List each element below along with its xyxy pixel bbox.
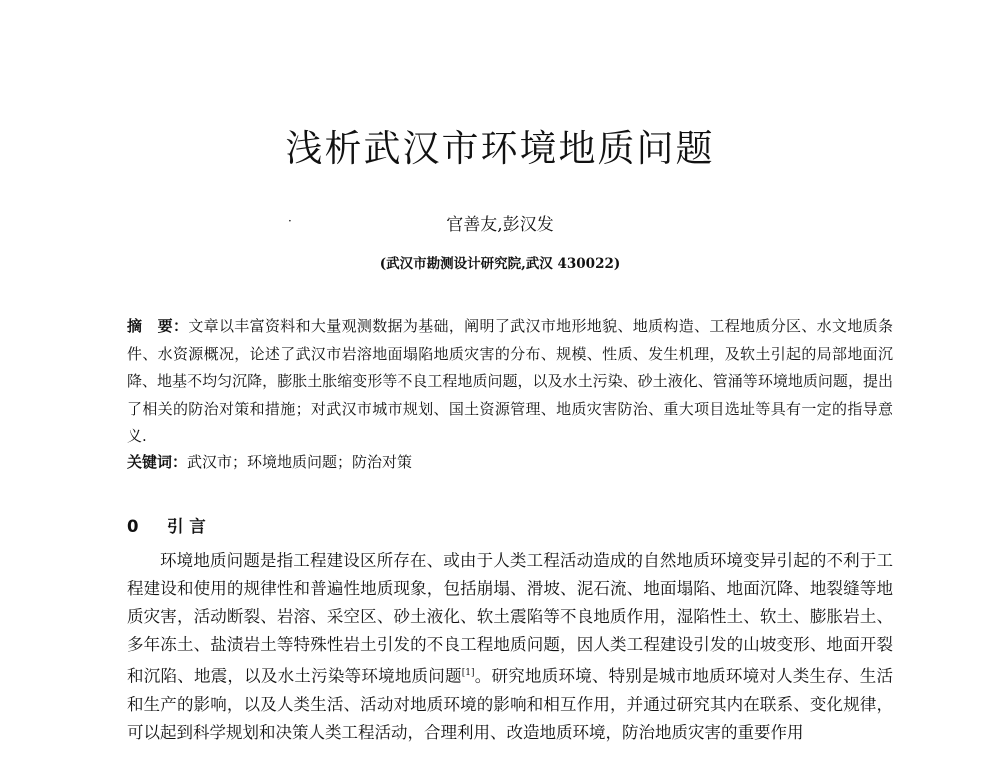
body-text-part1: 环境地质问题是指工程建设区所存在、或由于人类工程活动造成的自然地质环境变异引起的不利于工程建设和使用的规律性和普遍性地质现象，包括崩塌、滑坡、泥石流、地面塌陷、地面沉降、地裂缝等地质灾害，活动断裂、岩溶、采空区、砂土液化、软土震陷等不良地质作用，湿陷性土、软土、膨胀岩土、多年冻土、盐渍岩土等特殊性岩土引发的不良工程地质问题，因人类工程建设引发的山坡变形、地面开裂和沉陷、地震，以及水土污染等环境地质问题 xyxy=(127,551,893,686)
citation-ref: [1] xyxy=(461,668,475,678)
keywords-label: 关键词： xyxy=(127,453,188,471)
section-heading xyxy=(127,513,206,537)
paper-title: 浅析武汉市环境地质问题 xyxy=(285,127,715,170)
abstract xyxy=(127,313,893,451)
section-number: 0 xyxy=(127,517,139,536)
abstract-label: 摘 要： xyxy=(127,317,189,335)
affiliation: (武汉市勘测设计研究院,武汉 430022) xyxy=(379,256,621,272)
body-paragraph xyxy=(127,547,893,747)
keywords-text: 武汉市；环境地质问题；防治对策 xyxy=(187,453,413,471)
scan-speck: · xyxy=(288,214,292,228)
keywords xyxy=(127,451,893,472)
section-title: 引 言 xyxy=(167,517,206,536)
body-text-part2: 。研究地质环境、特别是城市地质环境对人类生存、生活和生产的影响，以及人类生活、活动对地质环境的影响和相互作用，并通过研究其内在联系、变化规律，可以起到科学规划和决策人类工程活动，合理利用、改造地质环境，防治地质灾害的重要作用 xyxy=(127,666,894,742)
abstract-text: 文章以丰富资料和大量观测数据为基础，阐明了武汉市地形地貌、地质构造、工程地质分区、水文地质条件、水资源概况，论述了武汉市岩溶地面塌陷地质灾害的分布、规模、性质、发生机理，及软土引起的局部地面沉降、地基不均匀沉降，膨胀土胀缩变形等不良工程地质问题，以及水土污染、砂土液化、管涌等环境地质问题，提出了相关的防治对策和措施；对武汉市城市规划、国土资源管理、地质灾害防治、重大项目选址等具有一定的指导意义. xyxy=(127,317,893,446)
authors: 官善友,彭汉发 xyxy=(446,215,554,235)
